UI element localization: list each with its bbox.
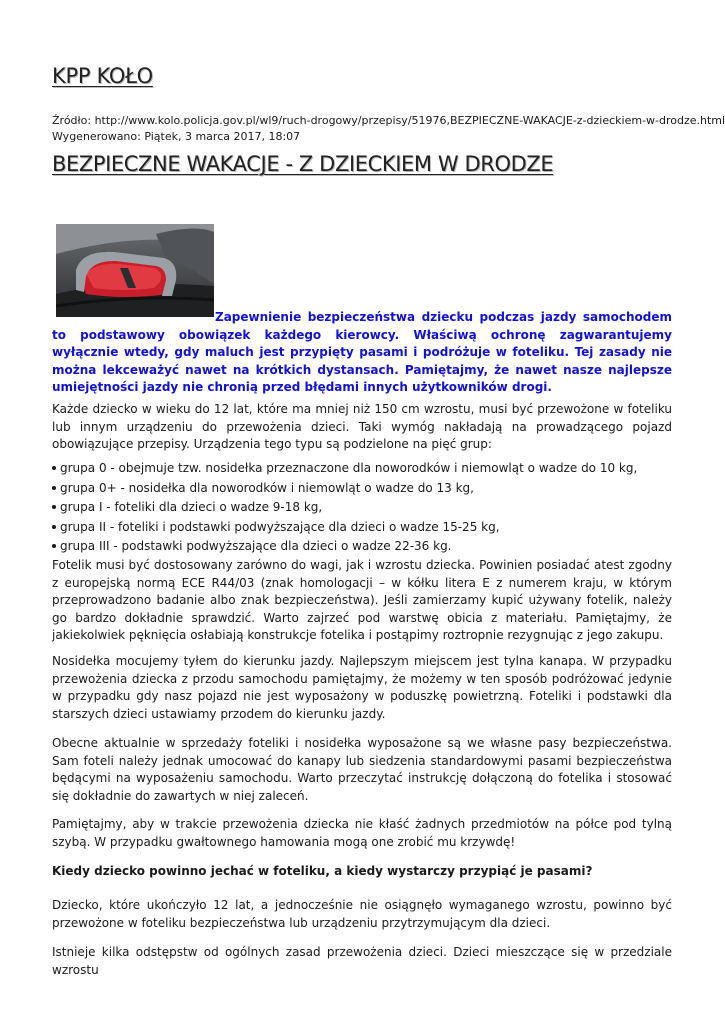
paragraph-4: Obecne aktualnie w sprzedaży foteliki i nosidełka wyposażone są we własne pasy bezpieczeństwa. Sam foteli należy jednak umocować do kanapy lub siedzenia standardowymi pasami bezpieczeństwa będącymi na wyposażeniu samochodu. Warto przeczytać instrukcję dołączoną do fotelika i stosować się dokładnie do zawartych w niej zaleceń. bbox=[52, 736, 672, 803]
site-title: KPP KOŁO bbox=[52, 64, 153, 88]
list-item: grupa 0+ - nosidełka dla noworodków i niemowląt o wadze do 13 kg, bbox=[52, 479, 637, 499]
paragraph-6: Dziecko, które ukończyło 12 lat, a jednocześnie nie osiągnęło wymaganego wzrostu, powinno być przewożone w foteliku bezpieczeństwa lub urządzeniu przytrzymującym dla dzieci. bbox=[52, 898, 672, 930]
paragraph-2: Fotelik musi być dostosowany zarówno do wagi, jak i wzrostu dziecka. Powinien posiadać atest zgodny z europejską normą ECE R44/03 (znak homologacji – w kółku litera E z numerem kraju, w którym przeprowadzono badanie albo znak bezpieczeństwa). Jeśli zamierzamy kupić używany fotelik, należy go bardzo dokładnie sprawdzić. Warto zajrzeć pod warstwę obicia z materiału. Pamiętajmy, że jakiekolwiek pęknięcia osłabiają konstrukcje fotelika i postąpimy roztropnie rezygnując z jego zakupu. bbox=[52, 558, 672, 643]
bullet-icon bbox=[52, 525, 56, 529]
paragraph-1: Każde dziecko w wieku do 12 lat, które ma mniej niż 150 cm wzrostu, musi być przewożone w foteliku lub innym urządzeniu do przewożenia dzieci. Taki wymóg nakładają na prowadzącego pojazd obowiązujące przepisy. Urządzenia tego typu są podzielone na pięć grup: bbox=[52, 402, 672, 452]
bullet-icon bbox=[52, 466, 56, 470]
paragraph-7: Istnieje kilka odstępstw od ogólnych zasad przewożenia dzieci. Dzieci mieszczące się w przedziale wzrostu bbox=[52, 945, 672, 977]
generated-date: Wygenerowano: Piątek, 3 marca 2017, 18:07 bbox=[52, 130, 301, 143]
document-meta bbox=[52, 113, 725, 145]
lead-paragraph: Zapewnienie bezpieczeństwa dziecku podczas jazdy samochodem to podstawowy obowiązek każdego kierowcy. Właściwą ochronę zagwarantujemy wyłącznie wtedy, gdy maluch jest przypięty pasami i podróżuje w foteliku. Tej zasady nie można lekceważyć nawet na krótkich dystansach. Pamiętajmy, że nawet nasze najlepsze umiejętności jazdy nie chronią przed błędami innych użytkowników drogi. bbox=[52, 310, 672, 395]
source-url: Źródło: http://www.kolo.policja.gov.pl/wl9/ruch-drogowy/przepisy/51976,BEZPIECZNE-WAKACJE-z-dzieckiem-w-drodze.html bbox=[52, 114, 725, 127]
seat-groups-list bbox=[52, 459, 637, 557]
car-seat-photo bbox=[56, 224, 214, 317]
paragraph-3: Nosidełka mocujemy tyłem do kierunku jazdy. Najlepszym miejscem jest tylna kanapa. W przypadku przewożenia dziecka z przodu samochodu pamiętajmy, że możemy w ten sposób podróżować jedynie w przypadku gdy nasz pojazd nie jest wyposażony w poduszkę powietrzną. Foteliki i podstawki dla starszych dzieci ustawiamy przodem do kierunku jazdy. bbox=[52, 654, 672, 721]
bullet-icon bbox=[52, 486, 56, 490]
list-item: grupa II - foteliki i podstawki podwyższające dla dzieci o wadze 15-25 kg, bbox=[52, 518, 637, 538]
paragraph-5: Pamiętajmy, aby w trakcie przewożenia dziecka nie kłaść żadnych przedmiotów na półce pod tylną szybą. W przypadku gwałtownego hamowania mogą one zrobić mu krzywdę! bbox=[52, 817, 672, 849]
article-title: BEZPIECZNE WAKACJE - Z DZIECKIEM W DRODZE bbox=[52, 152, 554, 176]
section-heading: Kiedy dziecko powinno jechać w foteliku, a kiedy wystarczy przypiąć je pasami? bbox=[52, 864, 593, 878]
bullet-icon bbox=[52, 544, 56, 548]
list-item: grupa 0 - obejmuje tzw. nosidełka przeznaczone dla noworodków i niemowląt o wadze do 10 kg, bbox=[52, 459, 637, 479]
list-item: grupa III - podstawki podwyższające dla dzieci o wadze 22-36 kg. bbox=[52, 537, 637, 557]
list-item: grupa I - foteliki dla dzieci o wadze 9-18 kg, bbox=[52, 498, 637, 518]
bullet-icon bbox=[52, 505, 56, 509]
